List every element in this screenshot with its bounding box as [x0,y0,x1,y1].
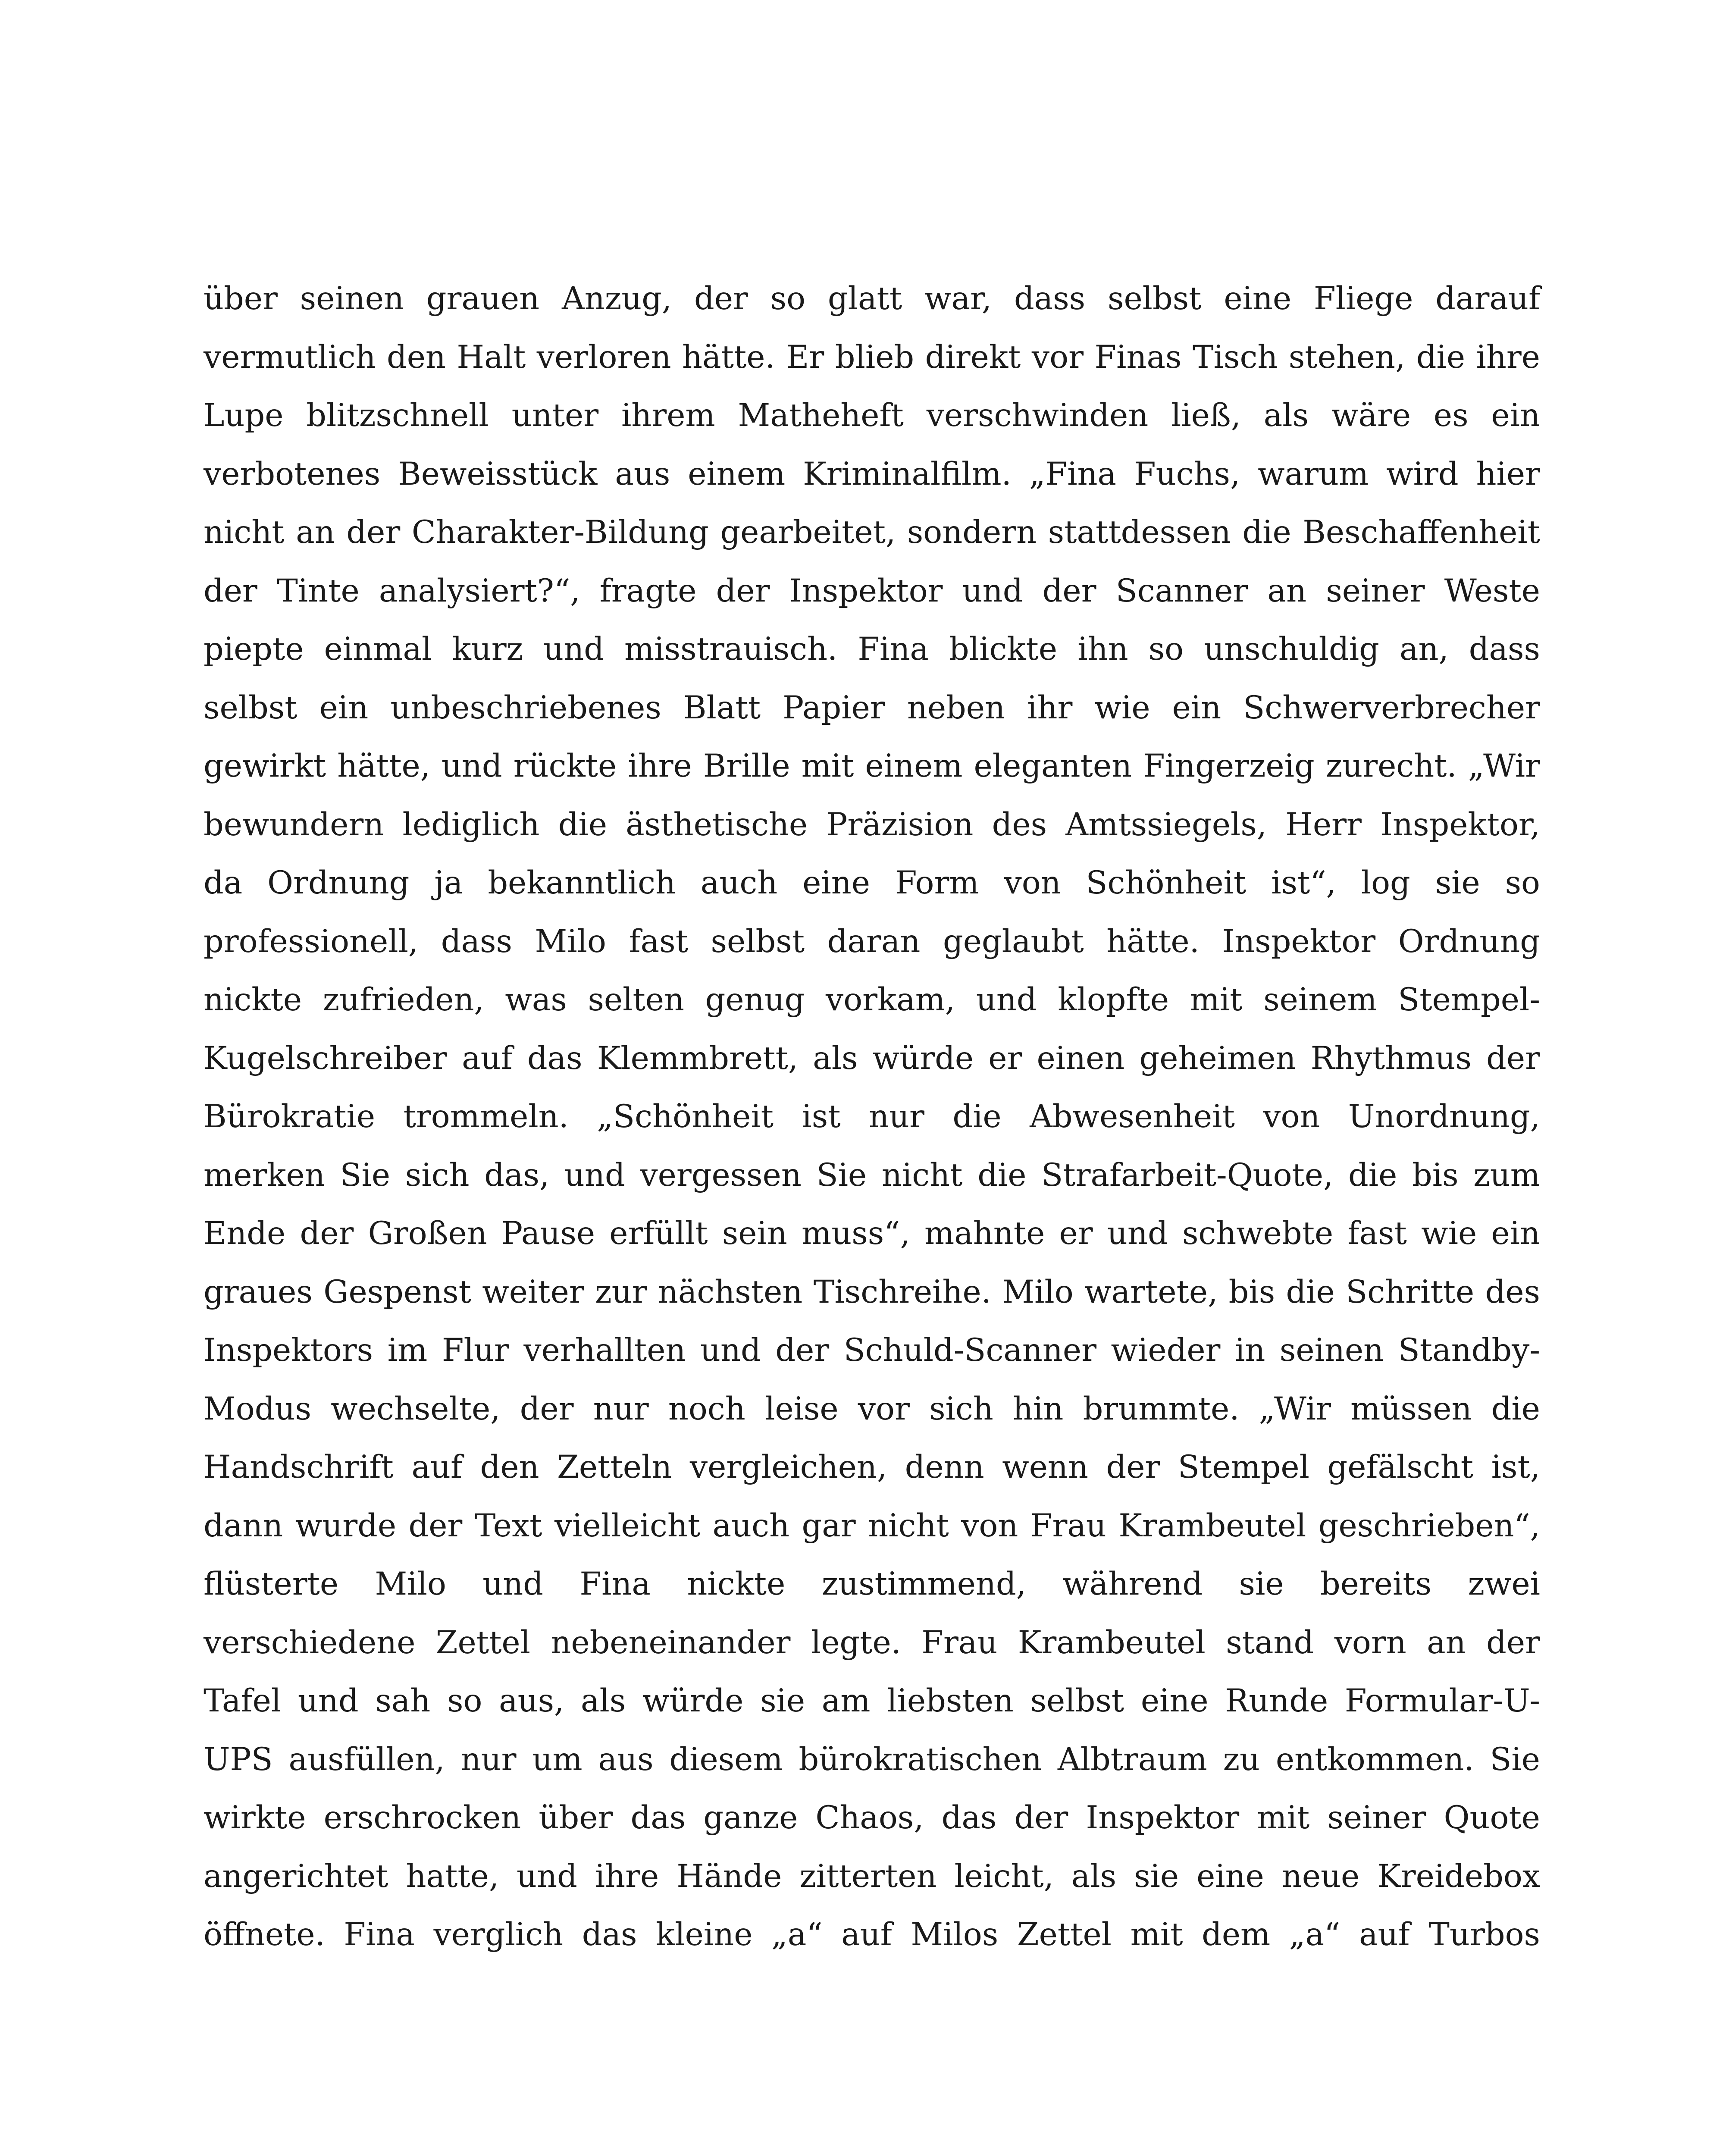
text-line: öffnete. Fina verglich das kleine „a“ auf Milos Zettel mit dem „a“ auf Turbos [204,1916,1540,1953]
text-line: Lupe blitzschnell unter ihrem Matheheft verschwinden ließ, als wäre es ein [204,397,1540,434]
text-line: gewirkt hätte, und rückte ihre Brille mit einem eleganten Fingerzeig zurecht. „Wir [204,748,1540,784]
text-line: wirkte erschrocken über das ganze Chaos, das der Inspektor mit seiner Quote [204,1799,1540,1836]
text-line: Tafel und sah so aus, als würde sie am liebsten selbst eine Runde Formular-U- [204,1683,1540,1719]
text-line: merken Sie sich das, und vergessen Sie nicht die Strafarbeit-Quote, die bis zum [204,1156,1540,1194]
text-line: Handschrift auf den Zetteln vergleichen, denn wenn der Stempel gefälscht ist, [204,1449,1540,1485]
text-line: verschiedene Zettel nebeneinander legte. Frau Krambeutel stand vorn an der [204,1624,1540,1661]
text-line: bewundern lediglich die ästhetische Präzision des Amtssiegels, Herr Inspektor, [204,806,1540,843]
text-line: Kugelschreiber auf das Klemmbrett, als würde er einen geheimen Rhythmus der [204,1040,1540,1077]
text-line: flüsterte Milo und Fina nickte zustimmend, während sie bereits zwei [204,1566,1540,1602]
text-line: piepte einmal kurz und misstrauisch. Fina blickte ihn so unschuldig an, dass [204,631,1540,667]
text-line: da Ordnung ja bekanntlich auch eine Form von Schönheit ist“, log sie so [204,865,1540,901]
text-line: dann wurde der Text vielleicht auch gar nicht von Frau Krambeutel geschrieben“, [204,1507,1540,1544]
text-line: der Tinte analysiert?“, fragte der Inspektor und der Scanner an seiner Weste [204,572,1540,609]
text-line: vermutlich den Halt verloren hätte. Er blieb direkt vor Finas Tisch stehen, die ihre [204,338,1540,376]
text-line: UPS ausfüllen, nur um aus diesem bürokratischen Albtraum zu entkommen. Sie [204,1741,1540,1778]
text-line: Modus wechselte, der nur noch leise vor sich hin brummte. „Wir müssen die [204,1390,1540,1427]
text-line: verbotenes Beweisstück aus einem Kriminalfilm. „Fina Fuchs, warum wird hier [204,455,1540,492]
body-text [204,270,1540,1964]
text-line: nicht an der Charakter-Bildung gearbeitet, sondern stattdessen die Beschaffenheit [204,514,1540,551]
text-line: über seinen grauen Anzug, der so glatt war, dass selbst eine Fliege darauf [204,280,1540,317]
text-line: professionell, dass Milo fast selbst daran geglaubt hätte. Inspektor Ordnung [204,923,1540,960]
text-line: angerichtet hatte, und ihre Hände zitterten leicht, als sie eine neue Kreidebox [204,1858,1540,1895]
text-line: nickte zufrieden, was selten genug vorkam, und klopfte mit seinem Stempel- [204,981,1540,1018]
text-line: Inspektors im Flur verhallten und der Schuld-Scanner wieder in seinen Standby- [204,1332,1540,1369]
text-line: Ende der Großen Pause erfüllt sein muss“, mahnte er und schwebte fast wie ein [204,1215,1540,1252]
text-line: graues Gespenst weiter zur nächsten Tischreihe. Milo wartete, bis die Schritte des [204,1273,1540,1310]
text-line: selbst ein unbeschriebenes Blatt Papier neben ihr wie ein Schwerverbrecher [204,689,1540,726]
text-line: Bürokratie trommeln. „Schönheit ist nur die Abwesenheit von Unordnung, [204,1098,1540,1135]
